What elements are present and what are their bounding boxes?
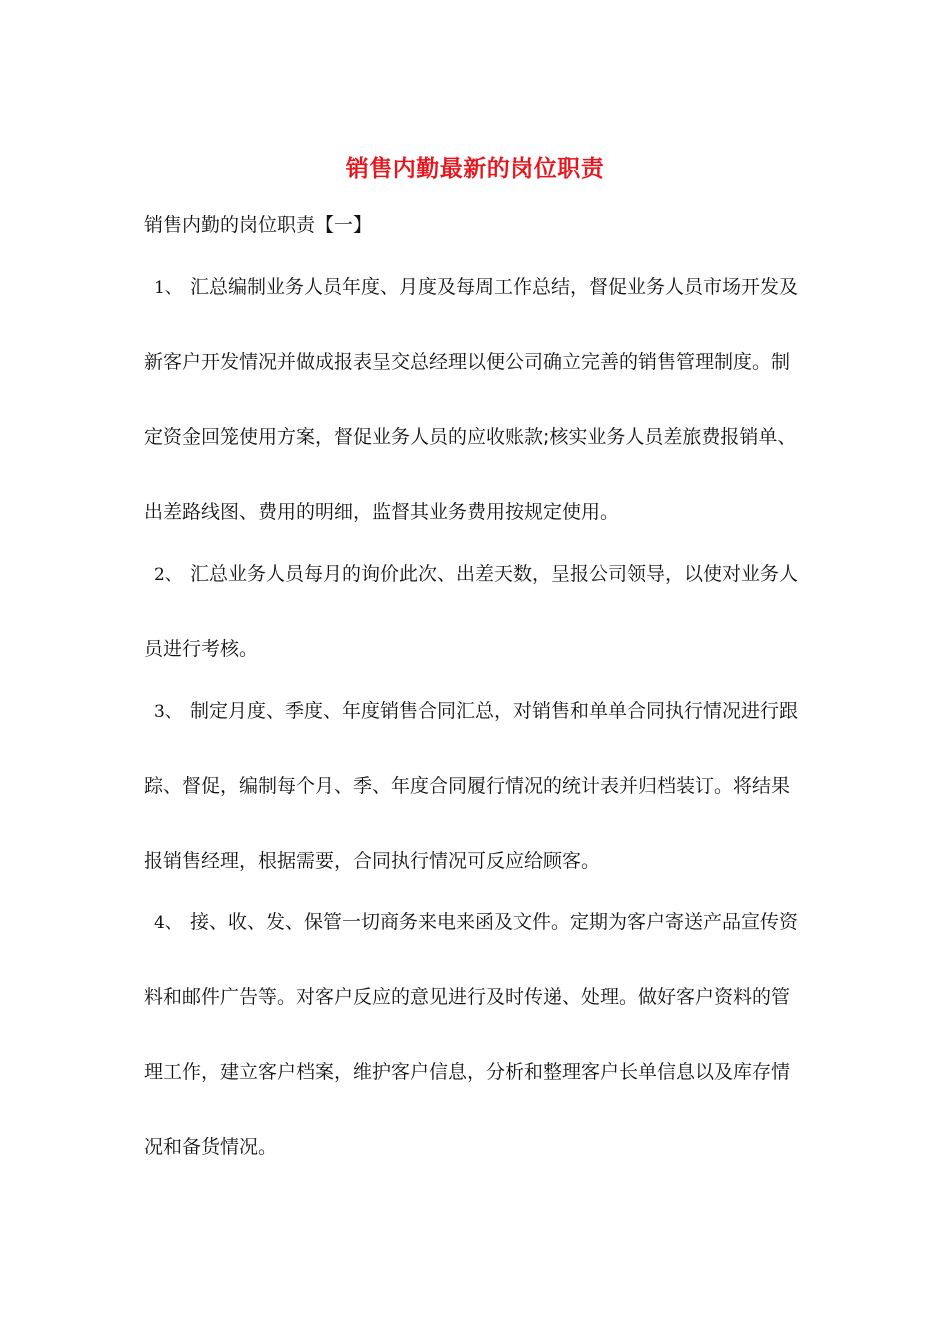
item-text: 接、收、发、保管一切商务来电来函及文件。定期为客户寄送产品宣传资: [190, 911, 799, 933]
item-4-line-2: 料和邮件广告等。对客户反应的意见进行及时传递、处理。做好客户资料的管: [144, 986, 791, 1008]
item-1-line-4: 出差路线图、费用的明细，监督其业务费用按规定使用。: [144, 501, 620, 523]
item-4-line-1: [144, 907, 814, 938]
item-1-line-1: [144, 272, 814, 303]
item-number: 4、: [154, 913, 182, 933]
item-3-line-3: 报销售经理，根据需要，合同执行情况可反应给顾客。: [144, 850, 601, 872]
item-2-line-1: [144, 559, 814, 590]
document-title: 销售内勤最新的岗位职责: [345, 155, 605, 182]
item-text: 制定月度、季度、年度销售合同汇总，对销售和单单合同执行情况进行跟: [190, 700, 799, 722]
item-number: 2、: [154, 565, 182, 585]
item-1-line-3: 定资金回笼使用方案，督促业务人员的应收账款;核实业务人员差旅费报销单、: [144, 426, 797, 448]
item-1-line-2: 新客户开发情况并做成报表呈交总经理以便公司确立完善的销售管理制度。制: [144, 351, 791, 373]
item-number: 1、: [154, 278, 182, 298]
section-heading: 销售内勤的岗位职责【一】: [144, 214, 373, 236]
item-3-line-2: 踪、督促，编制每个月、季、年度合同履行情况的统计表并归档装订。将结果: [144, 775, 791, 797]
item-2-line-2: 员进行考核。: [144, 638, 259, 660]
item-text: 汇总编制业务人员年度、月度及每周工作总结，督促业务人员市场开发及: [190, 276, 799, 298]
item-number: 3、: [154, 702, 182, 722]
item-4-line-3: 理工作，建立客户档案，维护客户信息，分析和整理客户长单信息以及库存情: [144, 1061, 791, 1083]
item-text: 汇总业务人员每月的询价此次、出差天数，呈报公司领导，以使对业务人: [190, 563, 799, 585]
item-3-line-1: [144, 696, 814, 727]
item-4-line-4: 况和备货情况。: [144, 1136, 278, 1158]
